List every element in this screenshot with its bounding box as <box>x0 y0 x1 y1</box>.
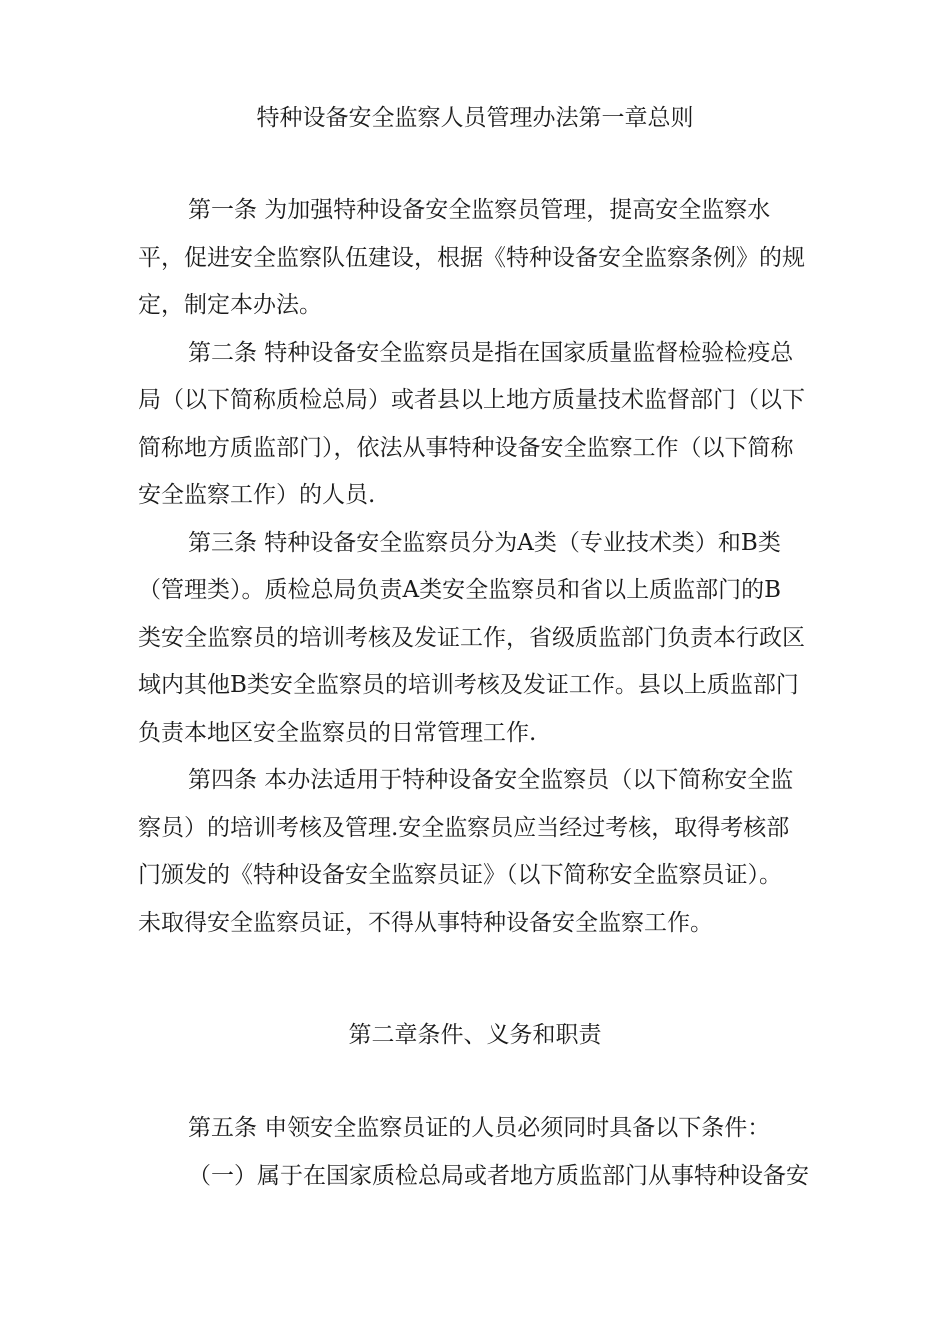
article3-line5: 负责本地区安全监察员的日常管理工作. <box>138 719 537 746</box>
article4-line1: 第四条 本办法适用于特种设备安全监察员（以下简称安全监 <box>188 767 794 793</box>
article2-line4: 安全监察工作）的人员. <box>138 482 376 508</box>
article1-line3: 定，制定本办法。 <box>138 292 322 318</box>
chapter2-heading: 第二章条件、义务和职责 <box>348 1022 602 1048</box>
article2-line1: 第二条 特种设备安全监察员是指在国家质量监督检验检疫总 <box>188 339 794 366</box>
article2-line2: 局（以下简称质检总局）或者县以上地方质量技术监督部门（以下 <box>138 387 805 413</box>
article1-line1: 第一条 为加强特种设备安全监察员管理，提高安全监察水 <box>188 197 771 223</box>
article4-line2: 察员）的培训考核及管理.安全监察员应当经过考核，取得考核部 <box>138 814 790 841</box>
chapter2-body <box>138 1105 838 1200</box>
article2-line3: 简称地方质监部门），依法从事特种设备安全监察工作（以下简称 <box>138 434 794 461</box>
article3-line4: 域内其他B类安全监察员的培训考核及发证工作。县以上质监部门 <box>138 672 799 698</box>
document-title: 特种设备安全监察人员管理办法第一章总则 <box>256 105 694 131</box>
article4-line4: 未取得安全监察员证，不得从事特种设备安全监察工作。 <box>138 909 713 936</box>
article1-line2: 平，促进安全监察队伍建设，根据《特种设备安全监察条例》的规 <box>138 244 805 271</box>
article4-line3: 门颁发的《特种设备安全监察员证》（以下简称安全监察员证）。 <box>138 862 782 888</box>
article5-line1: 第五条 申领安全监察员证的人员必须同时具备以下条件： <box>188 1115 771 1141</box>
chapter1-body <box>138 187 838 947</box>
article5-item1-line1: （一）属于在国家质检总局或者地方质监部门从事特种设备安 <box>188 1162 809 1189</box>
article3-line1: 第三条 特种设备安全监察员分为A类（专业技术类）和B类 <box>188 529 781 556</box>
article3-line3: 类安全监察员的培训考核及发证工作，省级质监部门负责本行政区 <box>138 624 805 651</box>
article3-line2: （管理类）。质检总局负责A类安全监察员和省以上质监部门的B <box>138 577 782 603</box>
